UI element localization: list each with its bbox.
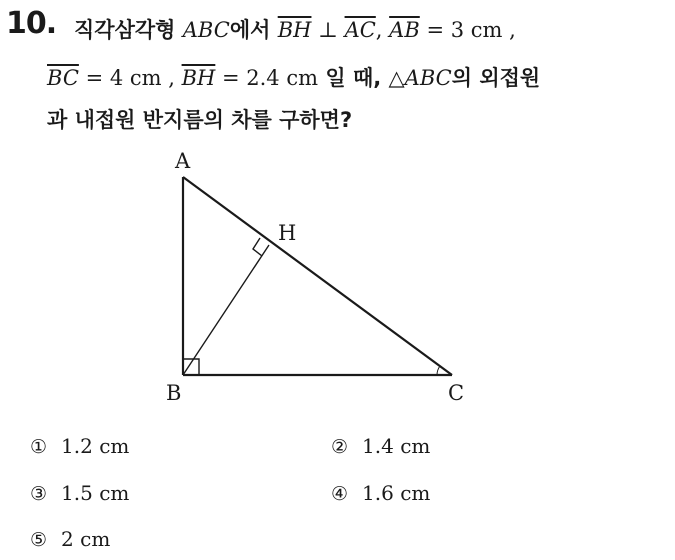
question-text: 직각삼각형 — [74, 18, 183, 42]
perpendicular-symbol: ⊥ — [311, 18, 345, 42]
segment-bh-line — [183, 245, 269, 375]
choice-value: 1.5 cm — [61, 481, 130, 505]
choice-5[interactable] — [30, 527, 110, 551]
triangle-name: ABC — [404, 66, 452, 90]
length-ab: = 3 cm , — [419, 18, 516, 42]
segment-ab: $\overline{AB}$ — [389, 18, 420, 42]
question-text: 에서 — [229, 18, 278, 42]
choice-mark: ② — [331, 436, 349, 458]
choice-value: 1.6 cm — [362, 481, 431, 505]
question-text: 의 외접원 — [451, 66, 541, 90]
question-line-3: 과 내접원 반지름의 차를 구하면? — [47, 108, 353, 132]
choice-mark: ③ — [30, 483, 48, 505]
length-bh: = 2.4 cm — [215, 66, 319, 90]
vertex-label-a: A — [175, 149, 191, 173]
segment-bc: $\overline{BC}$ — [47, 66, 79, 90]
choice-mark: ⑤ — [30, 529, 48, 551]
question-number: 10. — [6, 6, 57, 41]
length-bc: = 4 cm , — [78, 66, 182, 90]
vertex-label-b: B — [166, 381, 182, 405]
choice-mark: ① — [30, 436, 48, 458]
choice-2[interactable] — [331, 434, 430, 458]
choice-value: 1.4 cm — [362, 434, 431, 458]
vertex-label-c: C — [448, 381, 465, 405]
choice-4[interactable] — [331, 481, 430, 505]
choice-value: 1.2 cm — [61, 434, 130, 458]
question-text: 일 때, — [318, 66, 389, 90]
right-angle-mark-h — [253, 238, 262, 256]
choice-mark: ④ — [331, 483, 349, 505]
separator: , — [375, 18, 390, 42]
segment-bh: $\overline{BH}$ — [277, 18, 312, 42]
angle-mark-c — [437, 366, 440, 375]
side-ac — [183, 177, 452, 375]
segment-bh: $\overline{BH}$ — [181, 66, 216, 90]
choice-1[interactable] — [30, 434, 129, 458]
segment-ac: $\overline{AC}$ — [344, 18, 376, 42]
triangle-name: ABC — [182, 18, 230, 42]
choice-value: 2 cm — [61, 527, 111, 551]
choice-3[interactable] — [30, 481, 129, 505]
vertex-label-h: H — [278, 221, 297, 245]
triangle-symbol: △ — [388, 66, 405, 90]
